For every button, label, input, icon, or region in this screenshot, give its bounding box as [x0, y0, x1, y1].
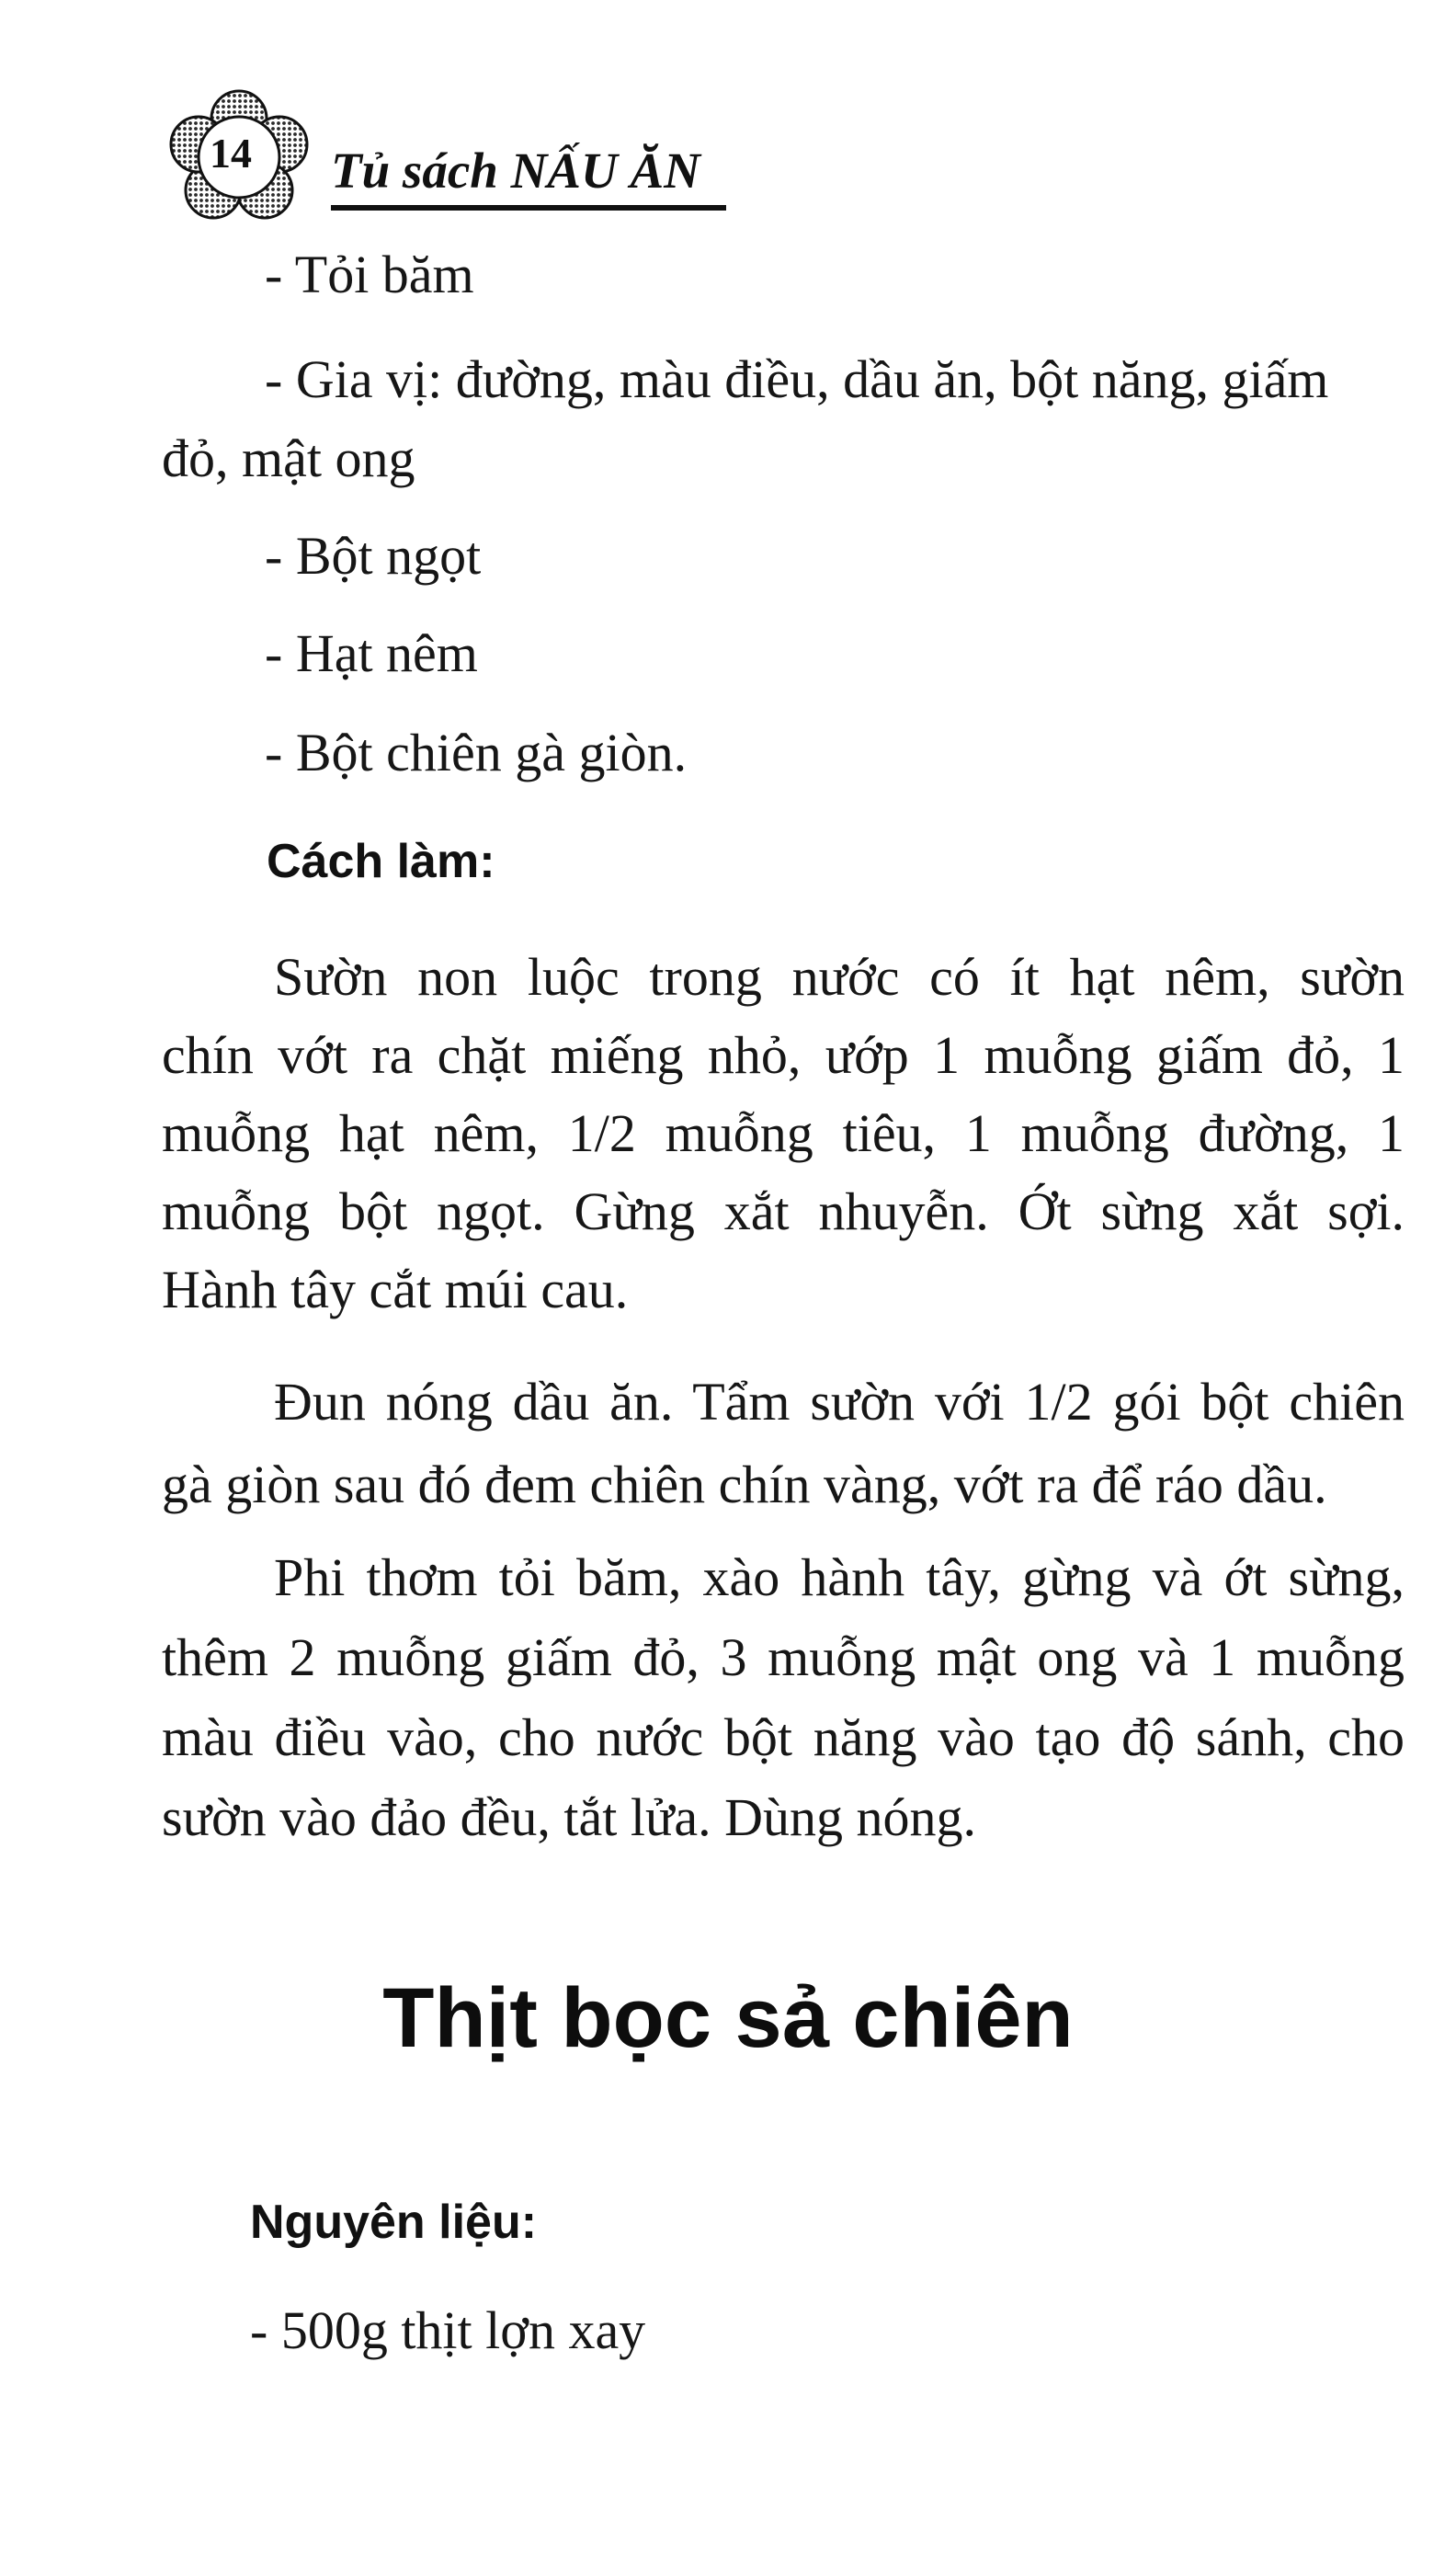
method-paragraph [162, 938, 1405, 1329]
paragraph-line: Hành tây cắt múi cau. [162, 1260, 629, 1319]
header-underline [331, 205, 726, 211]
page-number: 14 [210, 130, 252, 177]
ingredient-item: - Tỏi băm [265, 245, 474, 304]
paragraph-line: muỗng bột ngọt. Gừng xắt nhuyễn. Ớt sừng xắt sợi. [162, 1181, 1405, 1241]
paragraph-line: muỗng hạt nêm, 1/2 muỗng tiêu, 1 muỗng đường, 1 [162, 1103, 1405, 1163]
paragraph-line: gà giòn sau đó đem chiên chín vàng, vớt ra để ráo dầu. [162, 1455, 1327, 1514]
paragraph-line: Đun nóng dầu ăn. Tẩm sườn với 1/2 gói bột chiên [274, 1372, 1405, 1432]
ingredient-item-continuation: đỏ, mật ong [162, 428, 415, 488]
paragraph-line: thêm 2 muỗng giấm đỏ, 3 muỗng mật ong và 1 muỗng [162, 1627, 1405, 1687]
ingredient-item: - Gia vị: đường, màu điều, dầu ăn, bột năng, giấm [265, 349, 1329, 409]
flower-badge-icon [165, 87, 313, 225]
method-paragraph [162, 1537, 1405, 1857]
series-title: Tủ sách NẤU ĂN [331, 143, 700, 199]
method-paragraph [162, 1361, 1405, 1526]
method-heading: Cách làm: [267, 835, 495, 888]
paragraph-line: chín vớt ra chặt miếng nhỏ, ướp 1 muỗng giấm đỏ, 1 [162, 1025, 1405, 1085]
paragraph-line: sườn vào đảo đều, tắt lửa. Dùng nóng. [162, 1787, 977, 1847]
paragraph-line: màu điều vào, cho nước bột năng vào tạo độ sánh, cho [162, 1707, 1405, 1767]
ingredient-item: - Bột chiên gà giòn. [265, 723, 688, 782]
recipe-title: Thịt bọc sả chiên [382, 1971, 1074, 2065]
ingredient-item: - Hạt nêm [265, 623, 478, 683]
paragraph-line: Phi thơm tỏi băm, xào hành tây, gừng và ớt sừng, [274, 1547, 1405, 1607]
ingredients-heading: Nguyên liệu: [250, 2196, 538, 2249]
paragraph-line: Sườn non luộc trong nước có ít hạt nêm, sườn [274, 947, 1405, 1007]
page-header [165, 87, 731, 225]
ingredient-item: - 500g thịt lợn xay [250, 2300, 646, 2360]
ingredient-item: - Bột ngọt [265, 526, 482, 586]
